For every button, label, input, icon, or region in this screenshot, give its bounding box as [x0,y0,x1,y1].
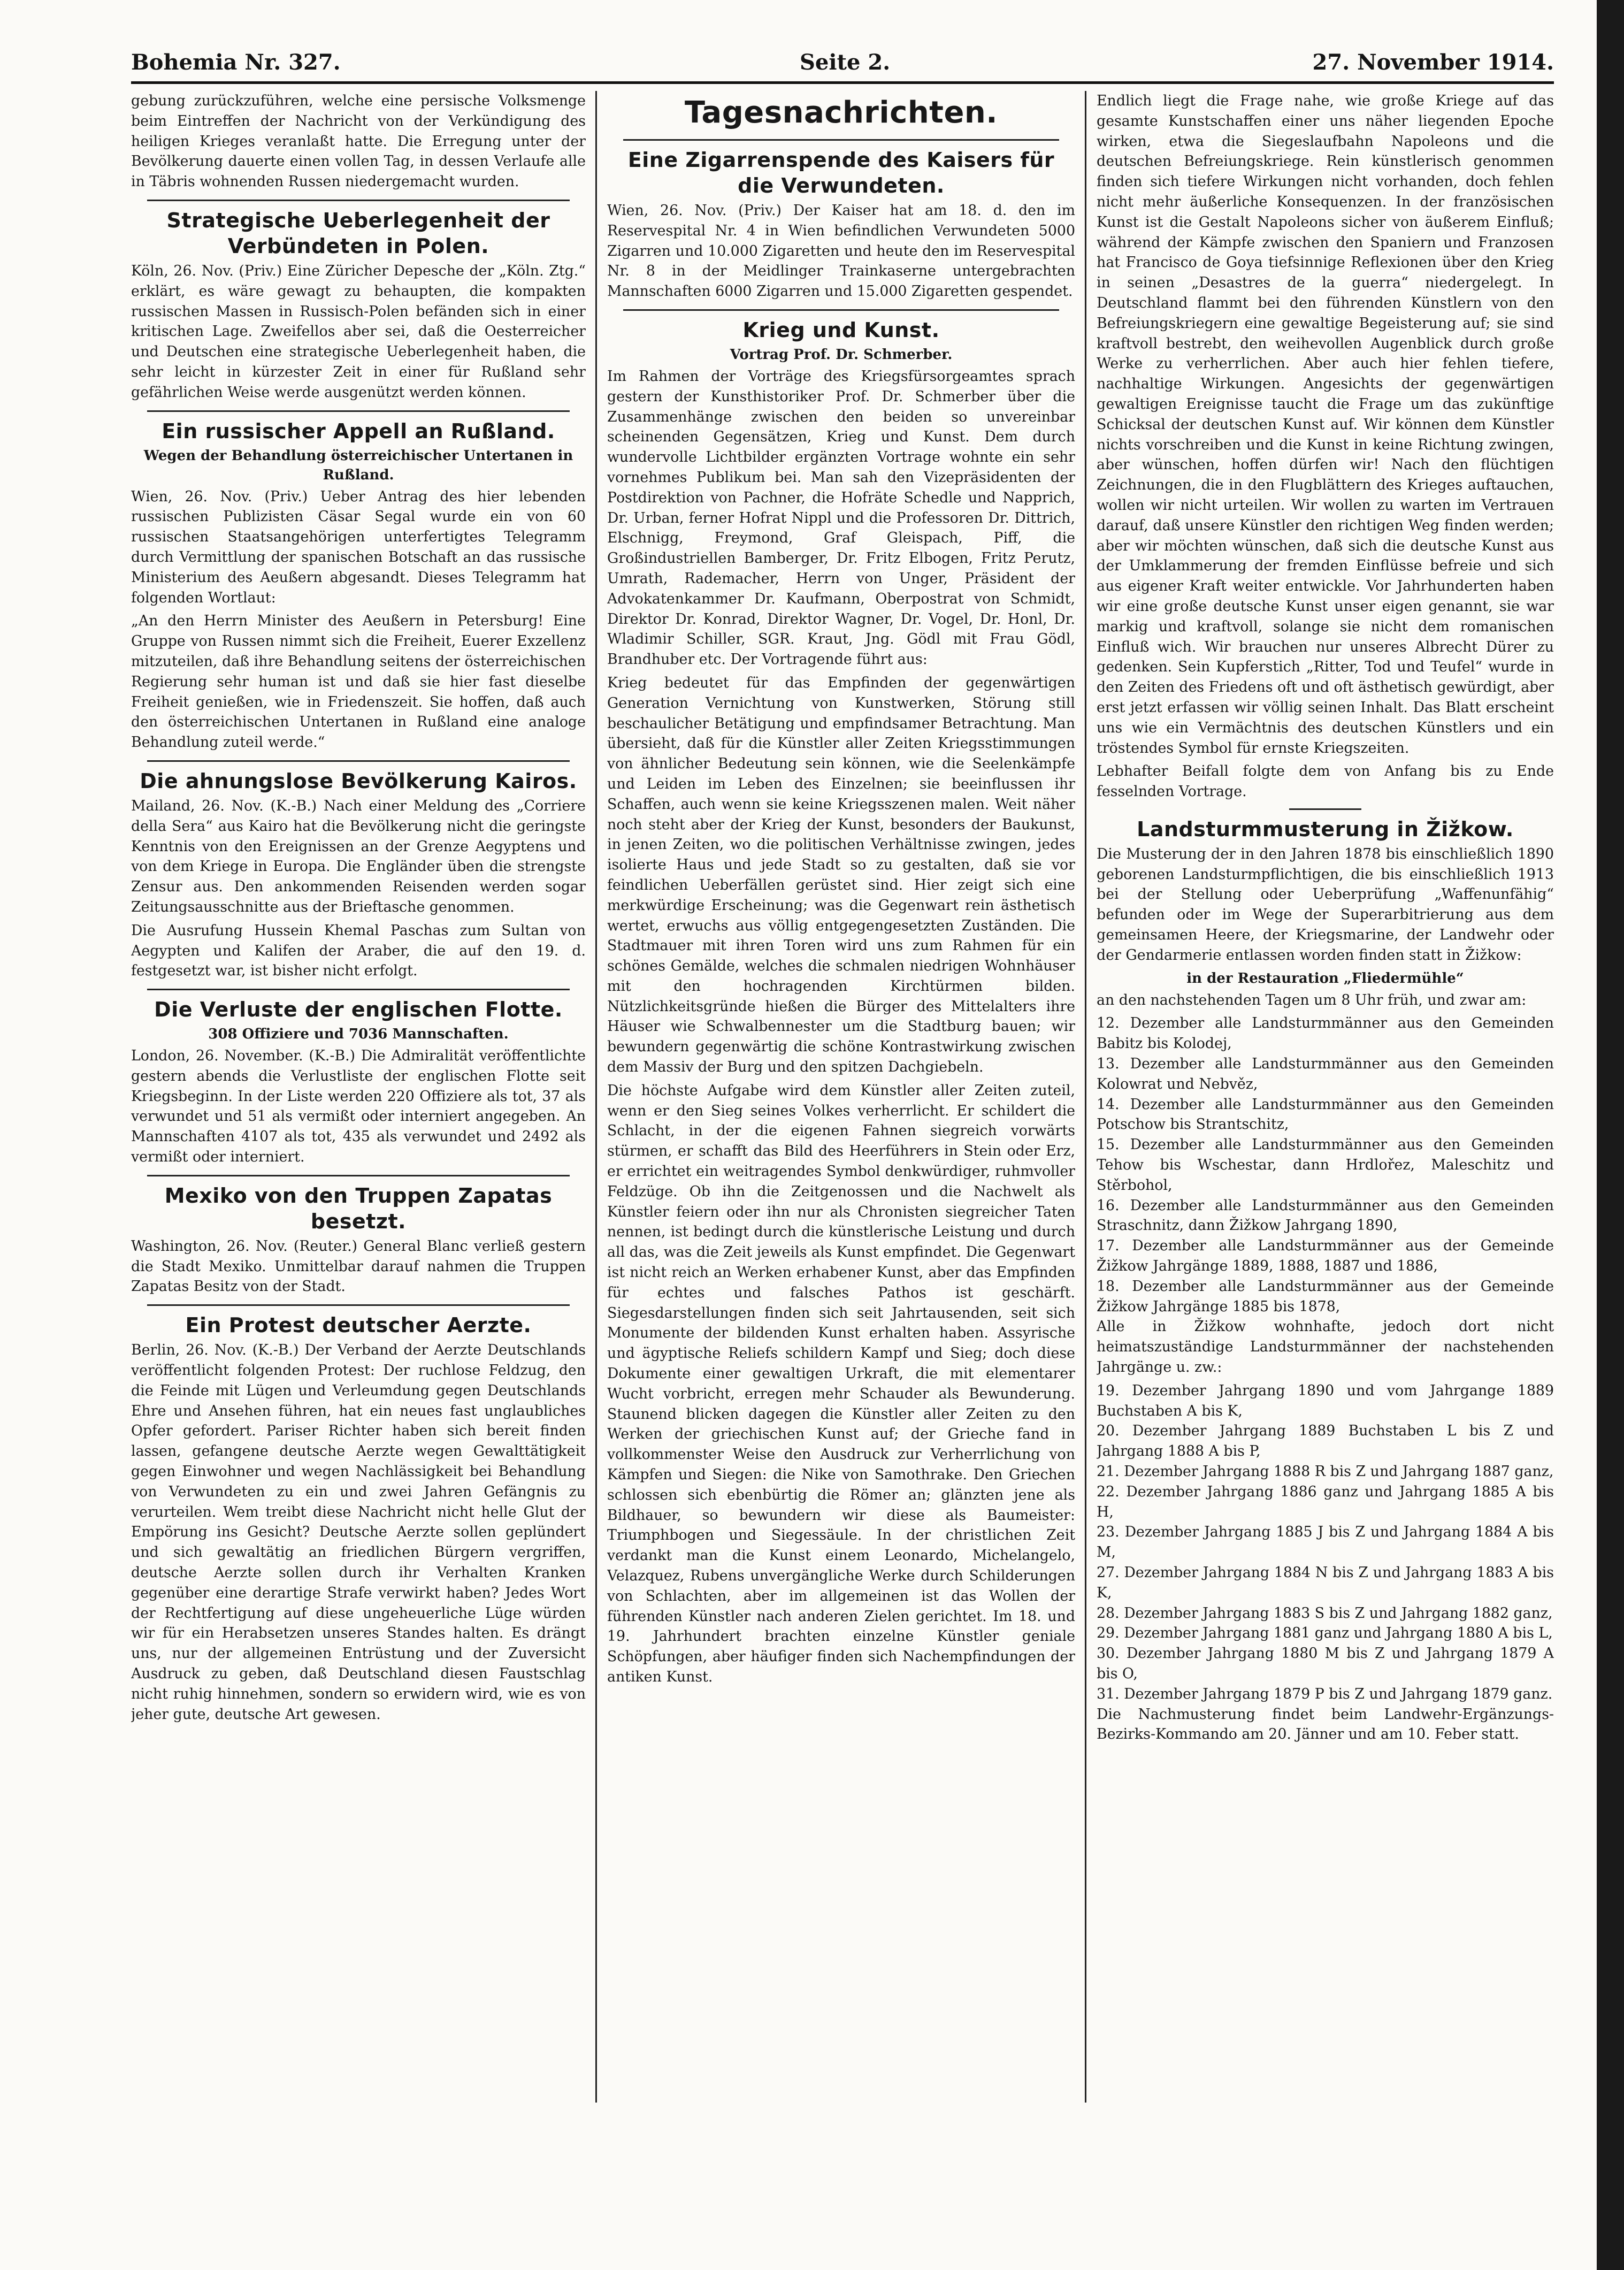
article-divider [147,200,570,201]
article-title: Mexiko von den Truppen Zapatas besetzt. [164,1183,553,1233]
article-body: Washington, 26. Nov. (Reuter.) General Blanc verließ gestern die Stadt Mexiko. Unmittelbar darauf nahmen die Truppen Zapatas Besitz von der Stadt. [131,1237,586,1295]
article-divider [147,1175,570,1176]
muster-year: 21. Dezember Jahrgang 1888 R bis Z und Jahrgang 1887 ganz, [1097,1463,1554,1480]
muster-date: 16. Dezember alle Landsturmmänner aus den Gemeinden Straschnitz, dann Žižkow Jahrgang 1890, [1097,1197,1554,1234]
page-number: Seite 2. [800,50,891,75]
column-2 [607,91,1075,2226]
article-body: Wien, 26. Nov. (Priv.) Ueber Antrag des hier lebenden russischen Publizisten Cäsar Segal wurde ein von 60 russischen Staatsangehörigen unterfertigtes Telegramm durch Vermittlung der spanischen Botschaft an das russische Ministerium des Aeußern abgesandt. Dieses Telegramm hat folgenden Wortlaut: [131,488,586,606]
article-body: Im Rahmen der Vorträge des Kriegsfürsorgeamtes sprach gestern der Kunsthistoriker Prof. Dr. Schmerber über die Zusammenhänge zwischen den beiden so unvereinbar scheinenden Gegensätzen, Krieg und Kunst. Dem durch wundervolle Lichtbilder ergänzten Vortrage wohnte ein sehr vornehmes Publikum bei. Man sah den Vizepräsidenten der Postdirektion von Pachner, die Hofräte Schedle und Napprich, Dr. Urban, ferner Hofrat Nippl und die Professoren Dr. Dittrich, Elschnigg, Freymond, Graf Gleispach, Piff, die Großindustriellen Bamberger, Dr. Fritz Elbogen, Fritz Perutz, Umrath, Rademacher, Herrn von Unger, Präsident der Advokatenkammer Dr. Kaufmann, Oberpostrat von Schmidt, Direktor Dr. Konrad, Direktor Wagner, Dr. Vogel, Dr. Honl, Dr. Wladimir Schiller, SGR. Kraut, Jng. Gödl mit Frau Gödl, Brandhuber etc. Der Vortragende führt aus: [607,368,1075,668]
article-title: Ein Protest deutscher Aerzte. [185,1313,532,1337]
muster-year: 27. Dezember Jahrgang 1884 N bis Z und Jahrgang 1883 A bis K, [1097,1564,1554,1601]
article-body: Endlich liegt die Frage nahe, wie große Kriege auf das gesamte Kunstschaffen einer uns näher liegenden Epoche wirken, etwa die Siegeslaufbahn Napoleons und die deutschen Befreiungskriege. Rein künstlerisch genommen finden sich tiefere Wirkungen nicht vorhanden, doch fehlen nicht mehr äußerliche Konsequenzen. In der französischen Kunst ist die Gestalt Napoleons sicher von äußerem Einfluß; während der Kämpfe zwischen den Spaniern und Franzosen hat Francisco de Goya tiefsinnige Reflexionen über den Krieg in seinen „Desastres de la guerra“ niedergelegt. In Deutschland flammt bei den führenden Künstlern von den Befreiungskriegern eine gewaltige Begeisterung auf; sie sind kraftvoll bestrebt, den weihevollen Augenblick durch große Werke zu verherrlichen. Aber auch hier fehlen tiefere, nachhaltige Wirkungen. Angesichts der gegenwärtigen gewaltigen Ereignisse taucht die Frage um das zukünftige Schicksal der deutschen Kunst auf. Wir können dem Künstler nichts vorschreiben und die Kunst in keine Richtung zwingen, aber wünschen, hoffen dürfen wir! Nach den flüchtigen Zeichnungen, die in den Flugblättern des Krieges auftauchen, wollen wir nicht urteilen. Wir wollen zu warten im Vertrauen darauf, daß unsere Künstler den richtigen Weg finden werden; aber wir möchten wünschen, daß sich die deutsche Kunst aus der Umklammerung der fremden Einflüsse befreie und sich aus eigener Kraft weiter entwickle. Vor Jahrhunderten haben wir eine große deutsche Kunst unser eigen genannt, sie war markig und kraftvoll, solange sie nicht dem romanischen Einfluß wich. Wir brauchen nur unseres Albrecht Dürer zu gedenken. Sein Kupferstich „Ritter, Tod und Teufel“ wurde in den Zeiten des Friedens oft und oft ästhetisch gewürdigt, aber erst jetzt erfassen wir völlig seinen Inhalt. Das Blatt erscheint uns wie ein Vermächtnis des deutschen Künstlers und ein tröstendes Symbol für ernste Kriegszeiten. [1097,93,1554,756]
article-body: Mailand, 26. Nov. (K.-B.) Nach einer Meldung des „Corriere della Sera“ aus Kairo hat die Bevölkerung nicht die geringste Kenntnis von den Ereignissen an der Grenze Aegyptens und von dem Kriege in Europa. Die Engländer üben die strengste Zensur aus. Den ankommenden Reisenden werden sogar Zeitungsausschnitte aus der Brieftasche genommen. [131,797,586,915]
muster-year: 31. Dezember Jahrgang 1879 P bis Z und Jahrgang 1879 ganz. [1097,1685,1553,1702]
article-body: an den nachstehenden Tagen um 8 Uhr früh, und zwar am: [1097,991,1527,1008]
article-body: Die Musterung der in den Jahren 1878 bis einschließlich 1890 geborenen Landsturmpflichtigen, die bis einschließlich 1913 bei der Stellung oder Ueberprüfung „Waffenunfähig“ befunden oder im Wege der Superarbitrierung aus dem gemeinsamen Heere, der Kriegsmarine, der Landwehr oder der Gendarmerie entlassen worden finden statt in Žižkow: [1097,845,1554,964]
section-title: Tagesnachrichten. [684,95,998,130]
article-subtitle: Wegen der Behandlung österreichischer Untertanen in Rußland. [143,447,573,483]
continued-text: gebung zurückzuführen, welche eine persische Volksmenge beim Eintreffen der Nachricht von der Verkündigung des heiligen Krieges veranlaßt hatte. Die Erregung unter der Bevölkerung dauerte einen vollen Tag, in dessen Verlaufe alle in Täbris wohnenden Russen niedergemacht wurden. [131,93,586,190]
article-title: Strategische Ueberlegenheit der Verbündeten in Polen. [166,208,550,258]
article-body: Die Nachmusterung findet beim Landwehr-Ergänzungs-Bezirks-Kommando am 20. Jänner und am 10. Feber statt. [1097,1706,1554,1743]
muster-year: 28. Dezember Jahrgang 1883 S bis Z und Jahrgang 1882 ganz, [1097,1604,1553,1622]
muster-date: 15. Dezember alle Landsturmmänner aus den Gemeinden Tehow bis Wschestar, dann Hrdlořez, Maleschitz und Stěrbohol, [1097,1136,1554,1194]
article-subtitle: Vortrag Prof. Dr. Schmerber. [730,346,953,363]
article-divider [147,1304,570,1306]
article-divider [147,760,570,762]
muster-date: 18. Dezember alle Landsturmmänner aus der Gemeinde Žižkow Jahrgänge 1885 bis 1878, [1097,1278,1554,1315]
article-body: Berlin, 26. Nov. (K.-B.) Der Verband der Aerzte Deutschlands veröffentlicht folgenden Protest: Der ruchlose Feldzug, den die Feinde mit Lügen und Verleumdung gegen Deutschlands Ehre und Ansehen führen, hat ein neues fast unglaubliches Opfer gefordert. Pariser Richter haben sich bereit finden lassen, gefangene deutsche Aerzte wegen Gewalttätigkeit gegen Einwohner und wegen Nachlässigkeit bei Behandlung von Verwundeten zu ein und zwei Jahren Gefängnis zu verurteilen. Wem treibt diese Nachricht nicht helle Glut der Empörung ins Gesicht? Deutsche Aerzte sollen geplündert und sich gewaltätig an friedlichen Bürgern vergriffen, deutsche Aerzte sollen durch ihr Verhalten Kranken gegenüber eine derartige Strafe verwirkt haben? Jedes Wort der Rechtfertigung auf diese ungeheuerliche Lüge würden wir für ein Herabsetzen unseres Standes halten. Es drängt uns, nur der allgemeinen Entrüstung und der Zuversicht Ausdruck zu geben, daß Deutschland diesen Faustschlag nicht ruhig hinnehmen, sondern so erwidern wird, wie es von jeher gute, deutsche Art gewesen. [131,1342,586,1723]
article-body: London, 26. November. (K.-B.) Die Admiralität veröffentlichte gestern abends die Verlustliste der englischen Flotte seit Kriegsbeginn. In der Liste werden 220 Offiziere als tot, 37 als verwundet und 51 als vermißt oder interniert angegeben. An Mannschaften 4107 als tot, 435 als verwundet und 2492 als vermißt oder interniert. [131,1048,586,1166]
article-quote: „An den Herrn Minister des Aeußern in Petersburg! Eine Gruppe von Russen nimmt sich die Freiheit, Euerer Exzellenz mitzuteilen, daß ihre Behandlung seitens der österreichischen Regierung sehr human ist und daß sie hier fast dieselbe Freiheit genießen, wie in Friedenszeit. Sie hoffen, daß auch den österreichischen Untertanen in Rußland eine analoge Behandlung zuteil werde.“ [131,613,586,751]
article-title: Die ahnungslose Bevölkerung Kairos. [140,769,577,793]
article-body: Krieg bedeutet für das Empfinden der gegenwärtigen Generation Vernichtung von Kunstwerken, Störung still beschaulicher Betätigung und empfindsamer Betrachtung. Man übersieht, daß für die Künstler aller Zeiten Kriegsstimmungen von ähnlicher Bedeutung sein können, wie die Seelenkämpfe und Leiden im Leben des Einzelnen; sie beeinflussen ihr Schaffen, auch wenn sie keine Kriegsszenen malen. Weit näher noch steht aber der Krieg der Kunst, besonders der Baukunst, in jenen Zeiten, wo die politischen Verhältnisse zwingen, jedes isolierte Haus und jede Stadt so zu gestalten, daß sie vor feindlichen Ueberfällen gerüstet sind. Hier zeigt sich eine merkwürdige Erscheinung; was die Gegenwart rein ästhetisch wertet, erwuchs aus völlig entgegengesetzten Zuständen. Die Stadtmauer mit ihren Toren wird uns zum Rahmen für ein schönes Gemälde, welches die schmalen niedrigen Wohnhäuser mit den hochragenden Kirchtürmen bilden. Nützlichkeitsgründe hießen die Bürger des Mittelalters ihre Häuser wie Schwalbennester um die Stadtburg bauen; wir bewundern gegenwärtig die schöne Kontrastwirkung zwischen dem Massiv der Burg und den spitzen Dachgiebeln. [607,674,1075,1076]
muster-date: 17. Dezember alle Landsturmmänner aus der Gemeinde Žižkow Jahrgänge 1889, 1888, 1887 und 1886, [1097,1237,1554,1275]
venue-line: in der Restauration „Fliedermühle“ [1186,970,1464,987]
column-divider-1 [595,91,597,2103]
article-body: Alle in Žižkow wohnhafte, jedoch dort nicht heimatszuständige Landsturmmänner der nachstehenden Jahrgänge u. zw.: [1097,1318,1554,1376]
muster-year: 23. Dezember Jahrgang 1885 J bis Z und Jahrgang 1884 A bis M, [1097,1524,1554,1561]
article-subtitle: 308 Offiziere und 7036 Mannschaften. [208,1026,509,1043]
muster-date: 13. Dezember alle Landsturmmänner aus den Gemeinden Kolowrat und Nebvěz, [1097,1056,1554,1092]
muster-year: 29. Dezember Jahrgang 1881 ganz und Jahrgang 1880 A bis L, [1097,1625,1553,1642]
section-divider [623,139,1059,141]
page-header [131,45,1554,83]
muster-year: 20. Dezember Jahrgang 1889 Buchstaben L bis Z und Jahrgang 1888 A bis P, [1097,1423,1554,1460]
article-body: Köln, 26. Nov. (Priv.) Eine Züricher Depesche der „Köln. Ztg.“ erklärt, es wäre gewagt zu behaupten, die kompakten russischen Massen in Russisch-Polen befänden sich in einer kritischen Lage. Zweifellos aber sei, daß die Oesterreicher und Deutschen eine strategische Ueberlegenheit haben, die sehr leicht in kürzester Zeit in einer für Rußland sehr gefährlichen Weise werde ausgenützt werden können. [131,262,586,401]
muster-year: 19. Dezember Jahrgang 1890 und vom Jahrgange 1889 Buchstaben A bis K, [1097,1382,1554,1419]
column-divider-2 [1085,91,1086,2103]
article-body: Die Ausrufung Hussein Khemal Paschas zum Sultan von Aegypten und Kalifen der Araber, die auf den 19. d. festgesetzt war, ist bisher nicht erfolgt. [131,922,586,980]
article-title: Krieg und Kunst. [742,318,940,342]
header-divider [131,81,1554,84]
article-body: Lebhafter Beifall folgte dem von Anfang bis zu Ende fesselnden Vortrage. [1097,763,1554,800]
muster-year: 22. Dezember Jahrgang 1886 ganz und Jahrgang 1885 A bis H, [1097,1483,1554,1520]
column-1 [131,91,586,2226]
muster-year: 30. Dezember Jahrgang 1880 M bis Z und Jahrgang 1879 A bis O, [1097,1645,1554,1682]
article-title: Landsturmmusterung in Žižkow. [1137,817,1514,841]
article-body: Wien, 26. Nov. (Priv.) Der Kaiser hat am 18. d. den im Reservespital Nr. 4 in Wien befindlichen Verwundeten 5000 Zigarren und 10.000 Zigaretten und heute den im Reservespital Nr. 8 in der Meidlinger Trainkaserne untergebrachten Mannschaften 6000 Zigarren und 15.000 Zigaretten gespendet. [607,202,1075,300]
issue-date: 27. November 1914. [1312,50,1554,75]
article-divider [147,410,570,412]
article-title: Ein russischer Appell an Rußland. [162,419,555,443]
article-divider [147,989,570,990]
article-end-rule [1289,808,1361,810]
article-title: Eine Zigarrenspende des Kaisers für die Verwundeten. [627,148,1055,197]
article-body: Die höchste Aufgabe wird dem Künstler aller Zeiten zuteil, wenn er den Sieg seines Volkes verherrlicht. Er schildert die Schlacht, in der die eigenen Fahnen siegreich vorwärts stürmen, er schafft das Bild des Heerführers in Stein oder Erz, er errichtet ein weitragendes Symbol denkwürdiger, ruhmvoller Feldzüge. Ob ihn die Zeitgenossen und die Nachwelt als Künstler feiern oder ihn nur als Chronisten siegreicher Taten nennen, ist bedingt durch die künstlerische Leistung und durch all das, was die Zeit jeweils als Kunst empfindet. Die Gegenwart ist nicht reich an Werken erhabener Kunst, aber das Empfinden für echtes und falsches Pathos ist geschärft. Siegesdarstellungen finden sich seit Jahrtausenden, seit sich Monumente der bildenden Kunst erhalten haben. Assyrische und ägyptische Reliefs schildern Kampf und Sieg; doch diese Dokumente einer gewaltigen Urkraft, die mit elementarer Wucht vorbricht, erregen mehr Schauder als Bewunderung. Staunend blicken dagegen die Künstler aller Zeiten zu den Werken der griechischen Kunst auf; der Grieche fand in vollkommenster Weise den Ausdruck zur Verherrlichung von Kämpfen und Siegen: die Nike von Samothrake. Den Griechen schlossen sich ebenbürtig die Römer an; glänzten jene als Bildhauer, so bewundern wir diese als Baumeister: Triumphbogen und Siegessäule. In der christlichen Zeit verdankt man die Kunst einem Leonardo, Michelangelo, Velazquez, Rubens unvergängliche Werke durch Schilderungen von Schlachten, aber im allgemeinen ist das Wollen der führenden Künstler nach anderen Zielen gerichtet. Im 18. und 19. Jahrhundert brachten einzelne Künstler geniale Schöpfungen, aber häufiger finden sich Nachempfindungen der antiken Kunst. [607,1082,1075,1685]
muster-date: 14. Dezember alle Landsturmmänner aus den Gemeinden Potschow bis Strantschitz, [1097,1096,1554,1133]
article-title: Die Verluste der englischen Flotte. [154,998,563,1022]
column-3 [1097,91,1554,2226]
article-divider [623,309,1059,311]
muster-date: 12. Dezember alle Landsturmmänner aus den Gemeinden Babitz bis Kolodej, [1097,1015,1554,1052]
masthead-issue: Bohemia Nr. 327. [131,50,341,75]
